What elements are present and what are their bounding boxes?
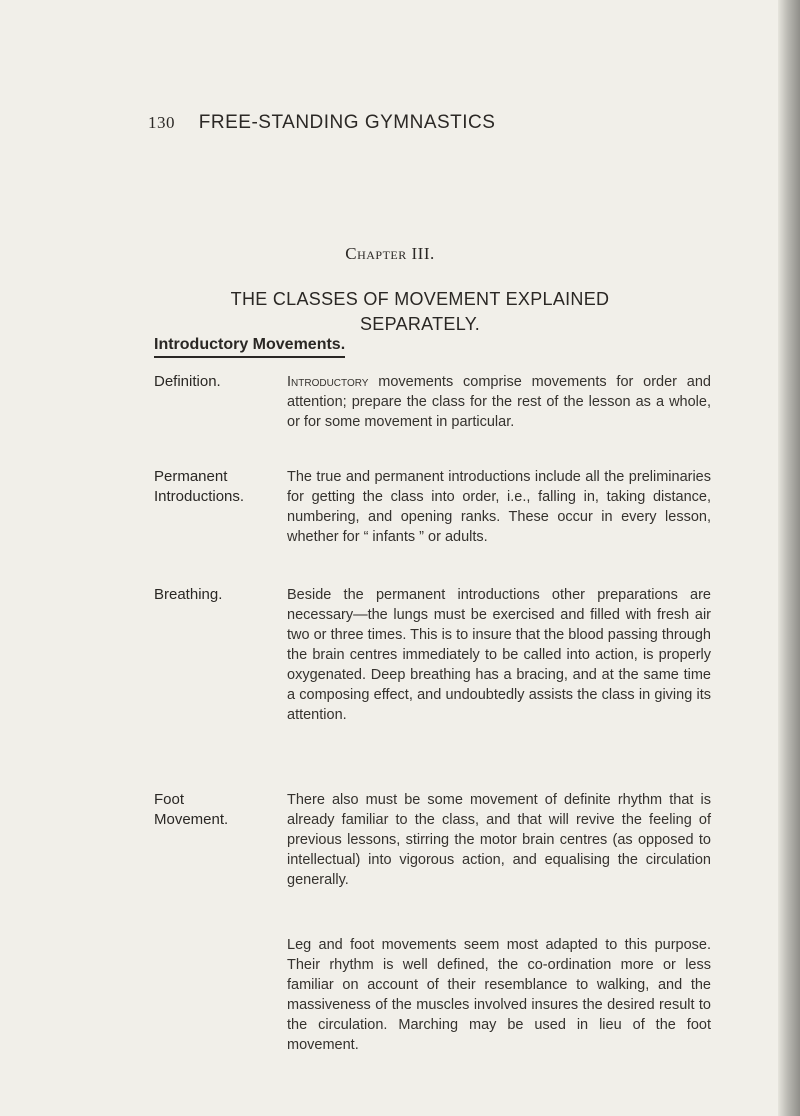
side-label-line-2: Introductions.: [154, 488, 245, 505]
page-number: 130: [148, 113, 175, 132]
paragraph-text: [287, 467, 711, 547]
side-label-line-1: Breathing.: [154, 586, 223, 603]
lead-word: Introductory: [287, 374, 369, 390]
running-title: FREE-STANDING GYMNASTICS: [198, 112, 496, 133]
side-label-line-2: Movement.: [154, 811, 229, 828]
paragraph-text: [287, 935, 711, 1055]
paragraph-body: Beside the permanent introductions other preparations are necessary—the lungs must be exercised and filled with fresh air two or three times. This is to insure that the blood passing through the brain centres immediately to be called into action, is properly oxygenated. Deep breathing has a bracing, and at the same time a composing effect, and undoubtedly assists the class in giving its attention.: [287, 587, 711, 723]
paragraph-body: movements comprise movements for order and attention; prepare the class for the rest of the lesson as a whole, or for some movement in particular.: [287, 374, 711, 430]
side-label: [154, 585, 304, 605]
paragraph-body: There also must be some movement of definite rhythm that is already familiar to the class, and that will revive the feeling of previous lessons, stirring the motor brain centres (as opposed to intellectual) into vigorous action, and equalising the circulation generally.: [287, 792, 711, 888]
section-heading: Introductory Movements.: [154, 335, 345, 358]
paragraph-text: [287, 585, 711, 725]
side-label: [154, 372, 304, 392]
side-label-line-1: Definition.: [154, 373, 221, 390]
side-label-line-1: Permanent: [154, 468, 228, 485]
chapter-title-line-2: SEPARATELY.: [359, 314, 481, 334]
page-edge-shadow: [778, 0, 800, 1116]
chapter-title: [200, 287, 640, 337]
chapter-label: Chapter III.: [345, 244, 435, 263]
chapter-title-line-1: THE CLASSES OF MOVEMENT EXPLAINED: [230, 289, 610, 309]
paragraph-body: The true and permanent introductions include all the preliminaries for getting the class into order, i.e., falling in, taking distance, numbering, and opening ranks. These occur in every lesson, whether for “ infants ” or adults.: [287, 469, 711, 545]
paragraph-body: Leg and foot movements seem most adapted to this purpose. Their rhythm is well defined, the co-ordination more or less familiar on account of their resemblance to walking, and the massiveness of the muscles involved insures the desired result to the circulation. Marching may be used in lieu of the foot movement.: [287, 937, 711, 1053]
running-header: [148, 112, 495, 134]
side-label: [154, 790, 304, 830]
side-label-line-1: Foot: [154, 791, 185, 808]
paragraph-text: [287, 372, 711, 432]
side-label: [154, 467, 304, 507]
paragraph-text: [287, 790, 711, 890]
